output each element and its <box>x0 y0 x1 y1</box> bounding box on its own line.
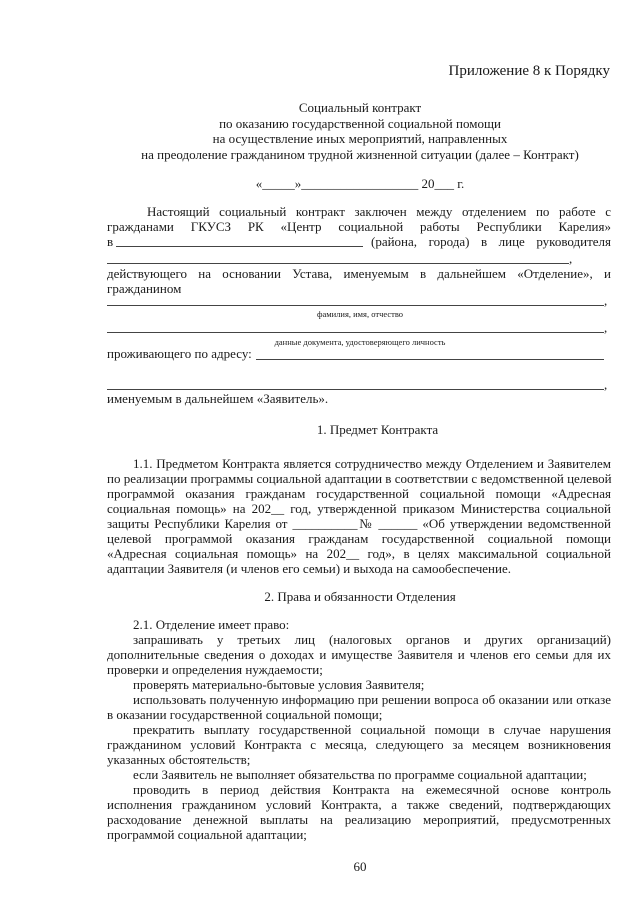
sec2-line-7: в оказании государственной социальной помощи; <box>107 707 383 722</box>
sec2-line-10: указанных обстоятельств; <box>107 752 251 767</box>
title-line-4: на преодоление гражданином трудной жизненной ситуации (далее – Контракт) <box>141 147 579 162</box>
comma-4: , <box>604 377 608 392</box>
fio-blank <box>107 305 604 306</box>
fio-caption: фамилия, имя, отчество <box>316 309 404 319</box>
residence-blank-2 <box>107 389 604 390</box>
intro-line-3-end: (района, города) в лице руководителя <box>371 234 611 249</box>
section-2-title: 2. Права и обязанности Отделения <box>264 589 456 604</box>
sec2-line-11: если Заявитель не выполняет обязательства по программе социальной адаптации; <box>133 767 587 782</box>
sec2-line-15: программой социальной адаптации; <box>107 827 307 842</box>
section-1-title: 1. Предмет Контракта <box>316 422 439 437</box>
sec2-line-4: проверки и определения нуждаемости; <box>107 662 323 677</box>
sec2-line-3: дополнительные сведения о доходах и имуществе Заявителя и членов его семьи для их <box>107 647 611 662</box>
intro-line-1: Настоящий социальный контракт заключен между отделением по работе с <box>147 204 611 219</box>
residence-blank <box>256 359 604 360</box>
sec2-line-2: запрашивать у третьих лиц (налоговых органов и других организаций) <box>133 632 611 647</box>
appendix-label: Приложение 8 к Порядку <box>448 63 610 79</box>
intro-line-5: гражданином <box>107 281 182 296</box>
sec1-line-7: «Адресная социальная помощь» на 202__ год», в целях максимальной социальной <box>107 546 611 561</box>
applicant-line: именуемым в дальнейшем «Заявитель». <box>107 391 329 406</box>
district-blank <box>116 246 363 247</box>
sec2-line-14: расходование денежной выплаты на реализацию мероприятий, предусмотренных <box>107 812 611 827</box>
intro-line-3-start: в <box>107 234 114 249</box>
comma-1: , <box>569 251 573 266</box>
sec1-line-8: адаптации Заявителя (и членов его семьи) и выхода на самообеспечение. <box>107 561 511 576</box>
sec1-line-6: целевой программой оказания гражданам государственной социальной помощи <box>107 531 611 546</box>
page-number: 60 <box>353 859 367 874</box>
sec1-line-3: программой оказания гражданам государственной социальной помощи «Адресная <box>107 486 611 501</box>
comma-2: , <box>604 293 608 308</box>
head-name-blank <box>107 263 569 264</box>
title-line-3: на осуществление иных мероприятий, направленных <box>212 131 508 146</box>
residence-label: проживающего по адресу: <box>107 346 252 361</box>
sec1-line-1: 1.1. Предметом Контракта является сотрудничество между Отделением и Заявителем <box>133 456 611 471</box>
sec2-line-5: проверять материально-бытовые условия Заявителя; <box>133 677 425 692</box>
sec2-line-1: 2.1. Отделение имеет право: <box>133 617 290 632</box>
sec2-line-6: использовать полученную информацию при решении вопроса об оказании или отказе <box>133 692 611 707</box>
sec2-line-8: прекратить выплату государственной социальной помощи в случае нарушения <box>133 722 611 737</box>
sec1-line-4: социальная помощь» на 202__ год, утвержденной приказом Министерства социальной <box>107 501 611 516</box>
comma-3: , <box>604 320 608 335</box>
doc-caption: данные документа, удостоверяющего личность <box>274 337 446 347</box>
sec2-line-9: гражданином условий Контракта с месяца, следующего за месяцем возникновения <box>107 737 611 752</box>
sec2-line-12: проводить в период действия Контракта на ежемесячной основе контроль <box>133 782 611 797</box>
title-line-1: Социальный контракт <box>298 100 422 115</box>
sec2-line-13: исполнения гражданином условий Контракта, а также сведений, подтверждающих <box>107 797 611 812</box>
intro-line-2: гражданами ГКУСЗ РК «Центр социальной работы Республики Карелия» <box>107 219 611 234</box>
sec1-line-5: защиты Республики Карелия от __________№ ______ «Об утверждении ведомственной <box>107 516 611 531</box>
date-line: «_____»__________________ 20___ г. <box>255 176 465 191</box>
intro-line-4: действующего на основании Устава, именуемым в дальнейшем «Отделение», и <box>107 266 611 281</box>
title-line-2: по оказанию государственной социальной помощи <box>219 116 501 131</box>
sec1-line-2: по реализации программы социальной адаптации в соответствии с ведомственной целевой <box>107 471 612 486</box>
doc-blank <box>107 332 604 333</box>
